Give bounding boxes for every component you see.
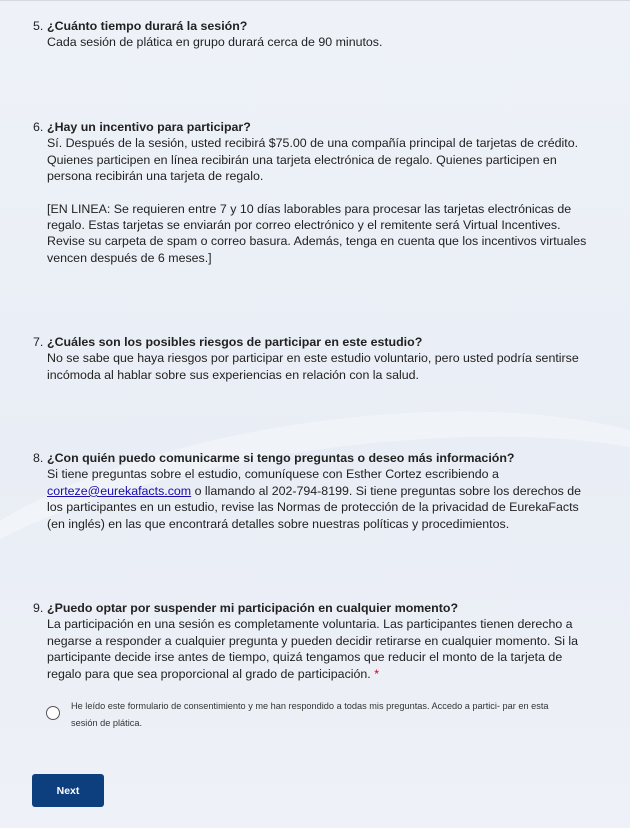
contact-text-after: o llamando al 202-794-8199. Si tiene preguntas sobre los derechos de los participantes en un estudio, revise las Normas de protección de la privacidad de EurekaFacts (en inglés) en las que encontrará detalles sobre nuestras políticas y procedimientos.	[47, 483, 582, 531]
question-number: 7.	[33, 335, 44, 349]
question-number: 9.	[33, 601, 44, 615]
next-button[interactable]: Next	[32, 774, 104, 807]
question-9	[33, 600, 593, 682]
consent-radio-button[interactable]	[46, 706, 60, 720]
question-7	[33, 334, 593, 383]
question-body	[47, 466, 593, 532]
question-body	[47, 135, 593, 266]
question-title: ¿Puedo optar por suspender mi participación en cualquier momento?	[47, 601, 459, 615]
question-paragraph	[47, 466, 593, 532]
question-number: 6.	[33, 120, 44, 134]
question-title: ¿Hay un incentivo para participar?	[47, 120, 251, 134]
question-paragraph	[47, 616, 593, 682]
consent-label[interactable]: He leído este formulario de consentimiento y me han respondido a todas mis preguntas. Accedo a partici- par en esta sesión de plática.	[71, 701, 549, 728]
consent-option[interactable]	[46, 698, 576, 732]
question-5	[33, 18, 593, 51]
question-body	[47, 34, 593, 50]
question-6	[33, 119, 593, 266]
contact-text-before: Si tiene preguntas sobre el estudio, comuníquese con Esther Cortez escribiendo a	[47, 467, 499, 482]
question-body	[47, 616, 593, 682]
question-title: ¿Con quién puedo comunicarme si tengo preguntas o deseo más información?	[47, 451, 515, 465]
required-asterisk: *	[374, 666, 380, 681]
question-body	[47, 350, 593, 383]
question-paragraph: [EN LINEA: Se requieren entre 7 y 10 días laborables para procesar las tarjetas electrónicas de regalo. Estas tarjetas se enviarán por correo electrónico y el remitente será Virtual Incentives. Revise su carpeta de spam o correo basura. Además, tenga en cuenta que los incentivos virtuales vencen después de 6 meses.]	[47, 201, 587, 265]
question-number: 5.	[33, 19, 44, 33]
question-paragraph: No se sabe que haya riesgos por participar en este estudio voluntario, pero usted podría sentirse incómoda al hablar sobre sus experiencias en relación con la salud.	[47, 351, 579, 382]
question-title: ¿Cuáles son los posibles riesgos de participar en este estudio?	[47, 335, 423, 349]
question-title: ¿Cuánto tiempo durará la sesión?	[47, 19, 248, 33]
question-paragraph: Cada sesión de plática en grupo durará cerca de 90 minutos.	[47, 35, 383, 50]
question-paragraph-text: La participación en una sesión es completamente voluntaria. Las participantes tienen derecho a negarse a responder a cualquier pregunta y pueden decidir retirarse en cualquier momento. Si la participante decide irse antes de tiempo, quizá tengamos que reducir el monto de la tarjeta de regalo para que sea proporcional al grado de participación.	[47, 617, 579, 681]
question-paragraph: Sí. Después de la sesión, usted recibirá $75.00 de una compañía principal de tarjetas de crédito. Quienes participen en línea recibirán una tarjeta electrónica de regalo. Quienes participen en persona recibirán una tarjeta de regalo.	[47, 136, 579, 184]
question-8	[33, 450, 593, 532]
contact-email-link[interactable]: corteze@eurekafacts.com	[47, 483, 192, 498]
question-number: 8.	[33, 451, 44, 465]
